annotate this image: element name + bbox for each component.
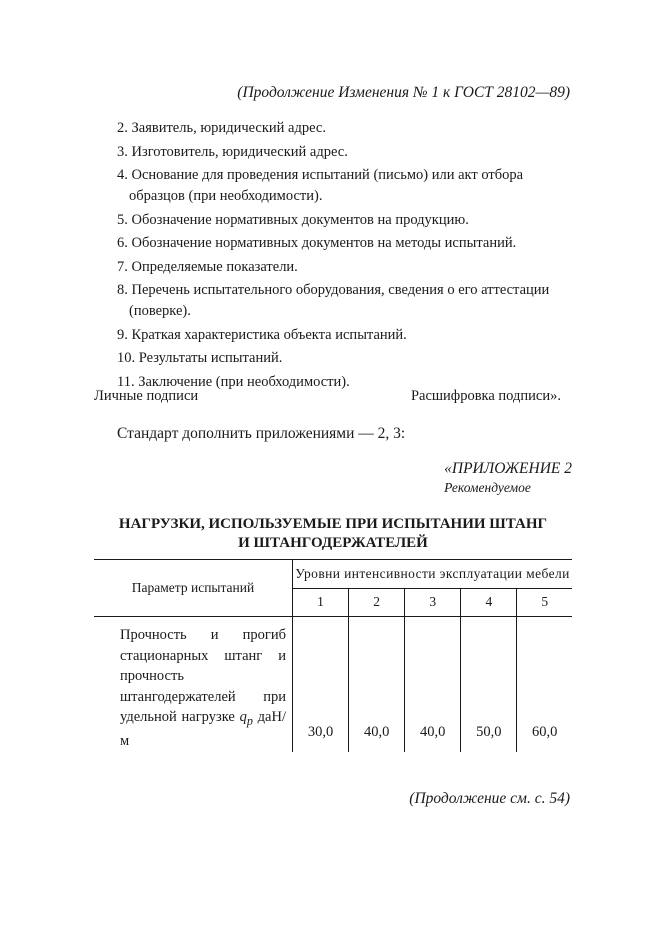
standard-amendment-note: Стандарт дополнить приложениями — 2, 3: (117, 425, 406, 442)
param-subscript: р (246, 713, 253, 728)
loads-table (94, 559, 572, 752)
table-title-line-1: НАГРУЗКИ, ИСПОЛЬЗУЕМЫЕ ПРИ ИСПЫТАНИИ ШТАНГ (118, 516, 548, 532)
table-row (94, 617, 572, 752)
level-number: 2 (349, 588, 405, 617)
value-cell: 40,0 (405, 617, 461, 752)
levels-header: Уровни интенсивности эксплуатации мебели (293, 560, 573, 589)
signature-label: Личные подписи (94, 388, 199, 404)
list-item: 8. Перечень испытательного оборудования, сведения о его аттестации (поверке). (117, 282, 550, 319)
list-item: 10. Результаты испытаний. (117, 350, 283, 366)
list-item: 7. Определяемые показатели. (117, 258, 298, 275)
param-symbol: q (239, 709, 247, 725)
list-item: 5. Обозначение нормативных документов на продукцию. (117, 211, 469, 228)
table-header-row (94, 560, 572, 589)
requirements-list (117, 118, 573, 395)
value-cell: 60,0 (532, 723, 558, 740)
list-item: 2. Заявитель, юридический адрес. (117, 120, 326, 136)
list-item: 11. Заключение (при необходимости). (117, 373, 350, 390)
param-header: Параметр испытаний (94, 560, 293, 617)
continuation-footer: (Продолжение см. с. 54) (409, 790, 570, 807)
value-cell: 50,0 (461, 617, 517, 752)
list-item: 9. Краткая характеристика объекта испытаний. (117, 326, 407, 343)
list-item: 3. Изготовитель, юридический адрес. (117, 143, 348, 160)
table-title (94, 515, 572, 553)
list-item: 4. Основание для проведения испытаний (письмо) или акт отбора образцов (при необходимости). (117, 167, 524, 204)
level-number: 3 (405, 588, 461, 617)
param-cell (94, 617, 293, 752)
value-cell: 40,0 (349, 617, 405, 752)
appendix-title: «ПРИЛОЖЕНИЕ 2 (444, 460, 572, 477)
signature-decoding-label: Расшифровка подписи». (410, 388, 561, 404)
value-cell: 30,0 (293, 617, 349, 752)
level-number: 4 (461, 588, 517, 617)
list-item: 6. Обозначение нормативных документов на методы испытаний. (117, 235, 517, 251)
level-number: 5 (517, 588, 572, 617)
param-unit: даН/м (120, 709, 286, 750)
continuation-header: (Продолжение Изменения № 1 к ГОСТ 28102—89) (237, 84, 570, 101)
level-number: 1 (293, 588, 349, 617)
table-title-line-2: И ШТАНГОДЕРЖАТЕЛЕЙ (238, 535, 428, 551)
appendix-heading (444, 460, 572, 496)
appendix-subtitle: Рекомендуемое (444, 480, 531, 495)
param-text: Прочность и прогиб стационарных штанг и прочность штангодержателей при удельной нагрузке (120, 627, 286, 725)
